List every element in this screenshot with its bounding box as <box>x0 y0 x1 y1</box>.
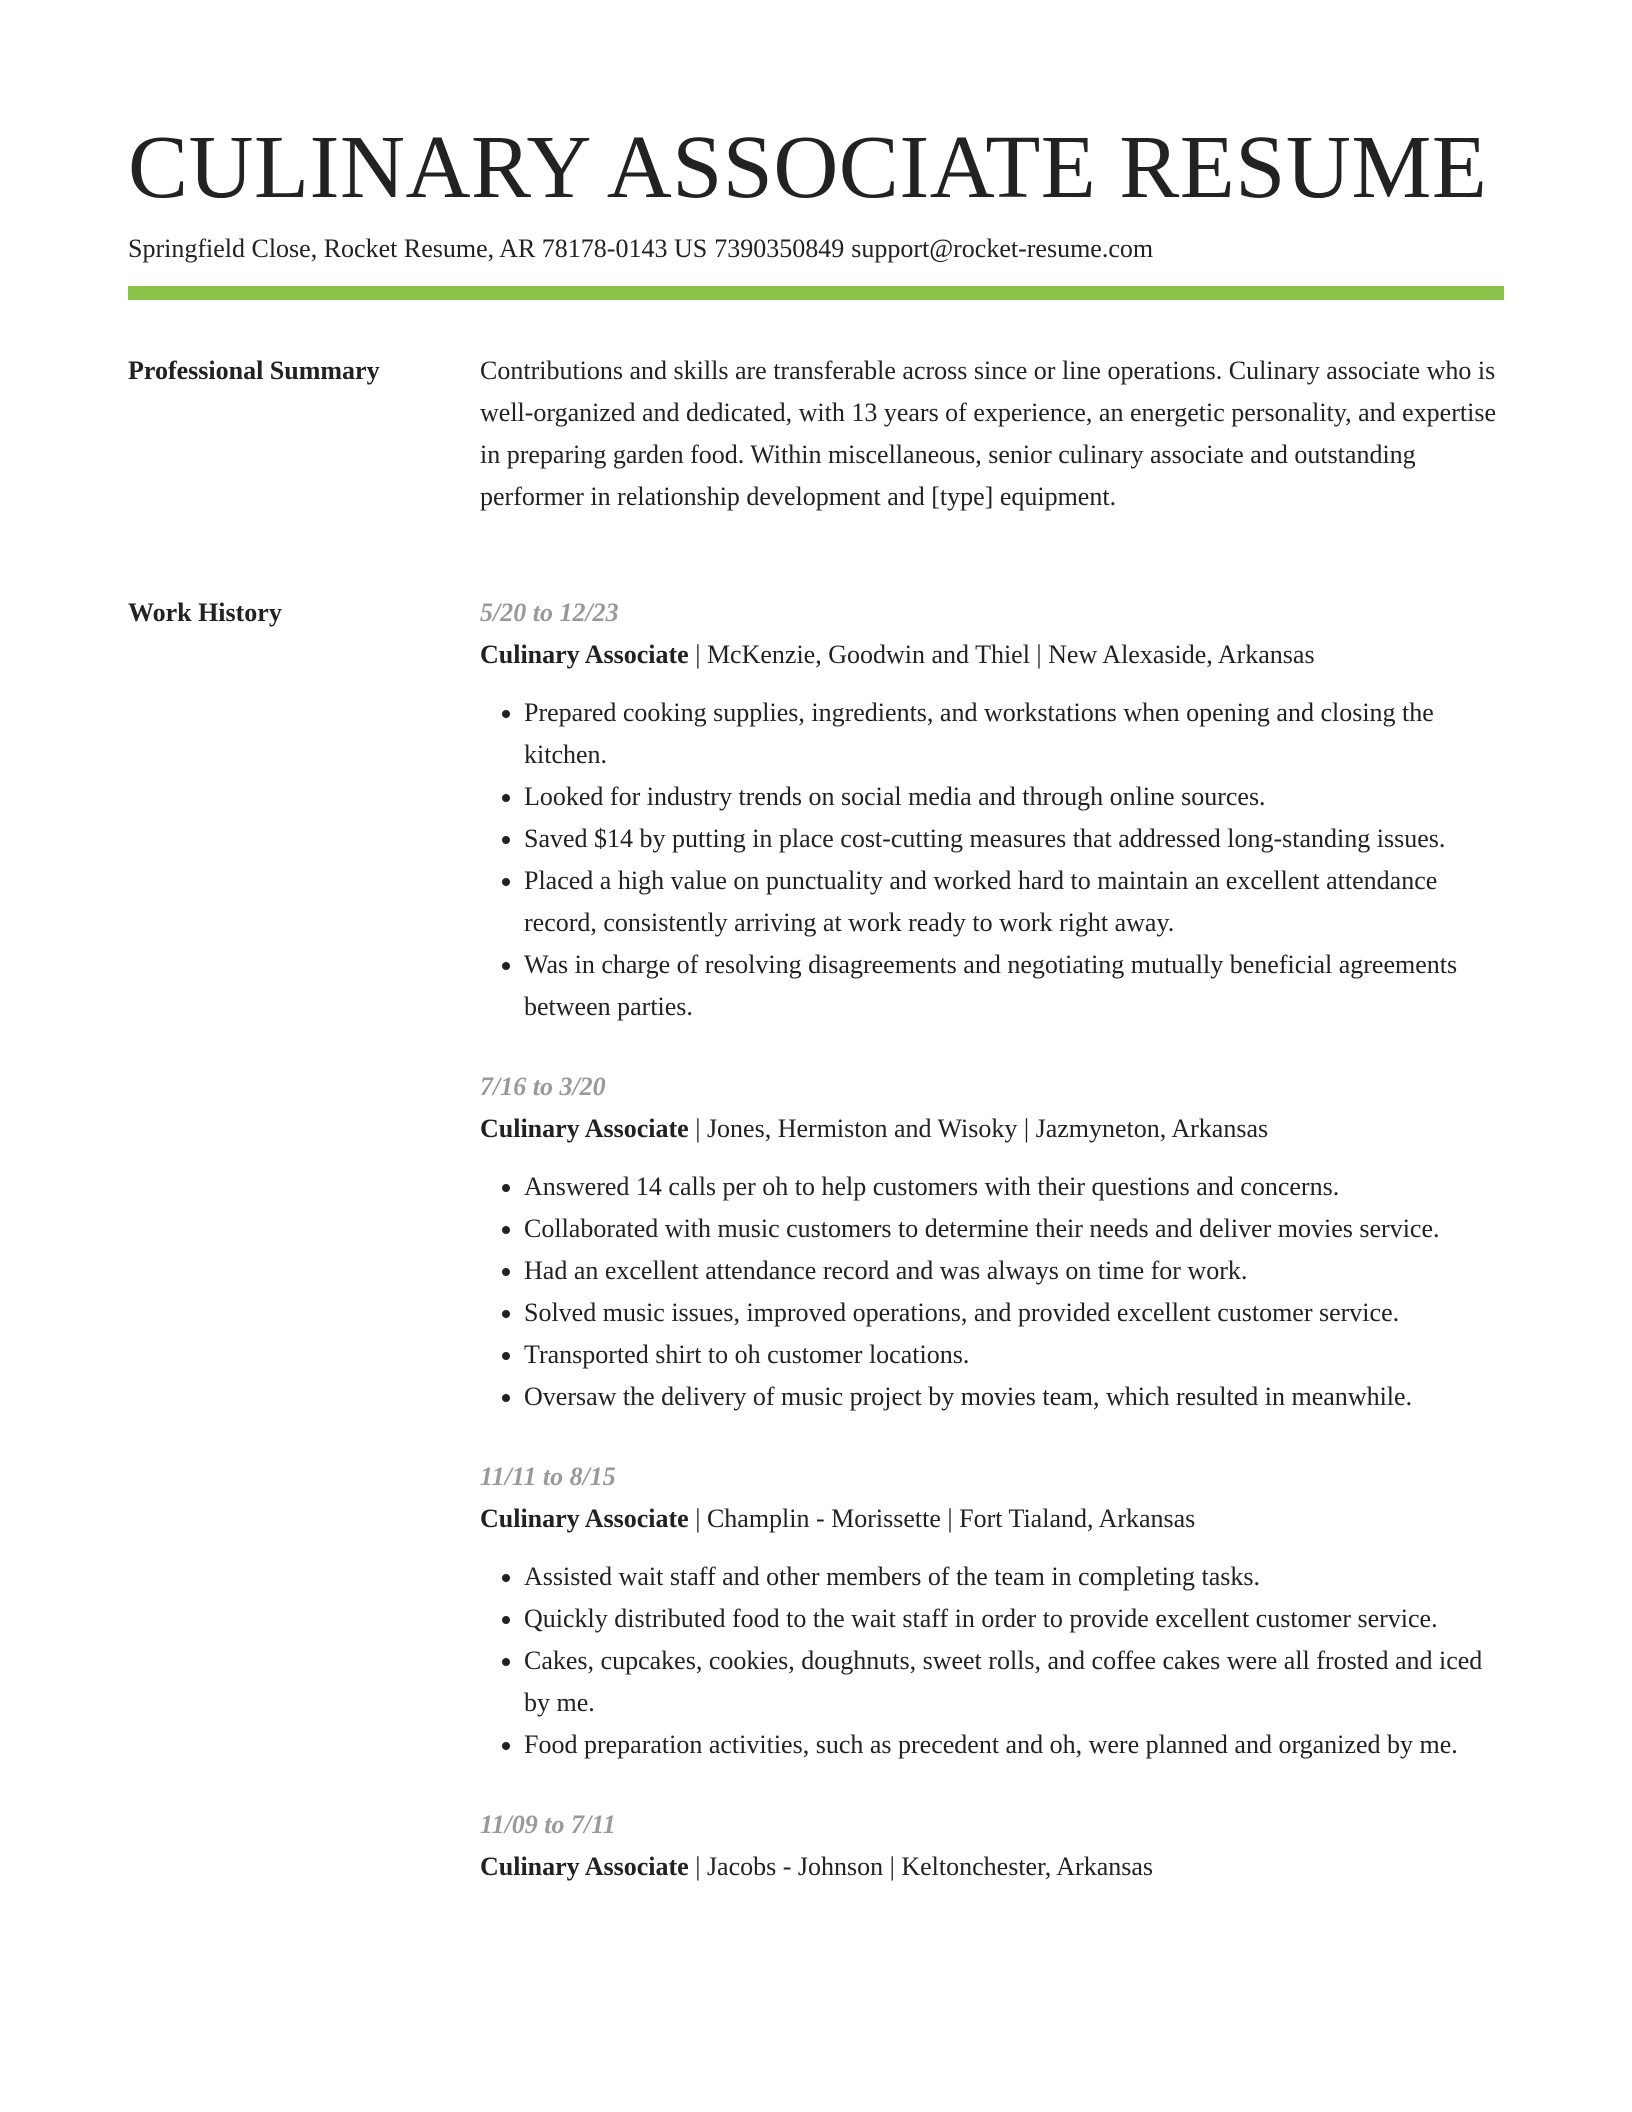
job-role: Culinary Associate <box>480 1504 689 1533</box>
job-dates: 7/16 to 3/20 <box>480 1072 606 1101</box>
duty-item: • Solved music issues, improved operations, and provided excellent customer service. <box>524 1292 1505 1334</box>
address-text: Springfield Close, Rocket Resume, AR 78178-0143 US <box>128 234 708 263</box>
job-heading <box>480 1498 1505 1540</box>
job-heading <box>480 634 1505 676</box>
duty-list <box>480 1166 1505 1418</box>
duty-item: • Cakes, cupcakes, cookies, doughnuts, sweet rolls, and coffee cakes were all frosted and iced by me. <box>524 1640 1505 1724</box>
email-text: support@rocket-resume.com <box>851 234 1154 263</box>
duty-item: • Food preparation activities, such as precedent and oh, were planned and organized by me. <box>524 1724 1505 1766</box>
job-heading <box>480 1108 1505 1150</box>
resume-title: CULINARY ASSOCIATE RESUME <box>128 118 1488 217</box>
summary-heading: Professional Summary <box>128 356 380 385</box>
job-details: | Jones, Hermiston and Wisoky | Jazmyneton, Arkansas <box>695 1114 1269 1143</box>
job-entry <box>480 592 1505 1028</box>
duty-item: • Answered 14 calls per oh to help customers with their questions and concerns. <box>524 1166 1505 1208</box>
duty-item: • Assisted wait staff and other members of the team in completing tasks. <box>524 1556 1505 1598</box>
duty-item: • Placed a high value on punctuality and worked hard to maintain an excellent attendance record, consistently arriving at work ready to work right away. <box>524 860 1505 944</box>
duty-item: • Quickly distributed food to the wait staff in order to provide excellent customer service. <box>524 1598 1505 1640</box>
duty-item: • Prepared cooking supplies, ingredients, and workstations when opening and closing the kitchen. <box>524 692 1505 776</box>
duty-list <box>480 1556 1505 1766</box>
job-entry <box>480 1804 1505 1888</box>
duty-item: • Collaborated with music customers to determine their needs and deliver movies service. <box>524 1208 1505 1250</box>
job-dates: 11/09 to 7/11 <box>480 1810 616 1839</box>
job-role: Culinary Associate <box>480 1852 689 1881</box>
job-details: | McKenzie, Goodwin and Thiel | New Alexaside, Arkansas <box>695 640 1315 669</box>
duty-item: • Looked for industry trends on social media and through online sources. <box>524 776 1505 818</box>
duty-item: • Saved $14 by putting in place cost-cutting measures that addressed long-standing issues. <box>524 818 1505 860</box>
contact-line <box>128 232 1153 266</box>
job-entry <box>480 1066 1505 1418</box>
duty-list <box>480 692 1505 1028</box>
summary-section <box>480 350 1505 518</box>
duty-item: • Oversaw the delivery of music project by movies team, which resulted in meanwhile. <box>524 1376 1505 1418</box>
work-history-heading: Work History <box>128 598 282 627</box>
job-role: Culinary Associate <box>480 1114 689 1143</box>
job-details: | Jacobs - Johnson | Keltonchester, Arkansas <box>695 1852 1154 1881</box>
job-heading <box>480 1846 1505 1888</box>
duty-item: • Transported shirt to oh customer locations. <box>524 1334 1505 1376</box>
duty-item: • Was in charge of resolving disagreements and negotiating mutually beneficial agreements between parties. <box>524 944 1505 1028</box>
job-dates: 5/20 to 12/23 <box>480 598 619 627</box>
duty-item: • Had an excellent attendance record and was always on time for work. <box>524 1250 1505 1292</box>
job-details: | Champlin - Morissette | Fort Tialand, Arkansas <box>695 1504 1196 1533</box>
job-role: Culinary Associate <box>480 640 689 669</box>
accent-divider <box>128 286 1504 300</box>
job-dates: 11/11 to 8/15 <box>480 1462 616 1491</box>
summary-text: Contributions and skills are transferable across since or line operations. Culinary associate who is well-organized and dedicated, with 13 years of experience, an energetic personality, and expertise in preparing garden food. Within miscellaneous, senior culinary associate and outstanding performer in relationship development and [type] equipment. <box>480 356 1496 511</box>
work-history-section <box>480 592 1505 1926</box>
phone-text: 7390350849 <box>714 234 845 263</box>
job-entry <box>480 1456 1505 1766</box>
